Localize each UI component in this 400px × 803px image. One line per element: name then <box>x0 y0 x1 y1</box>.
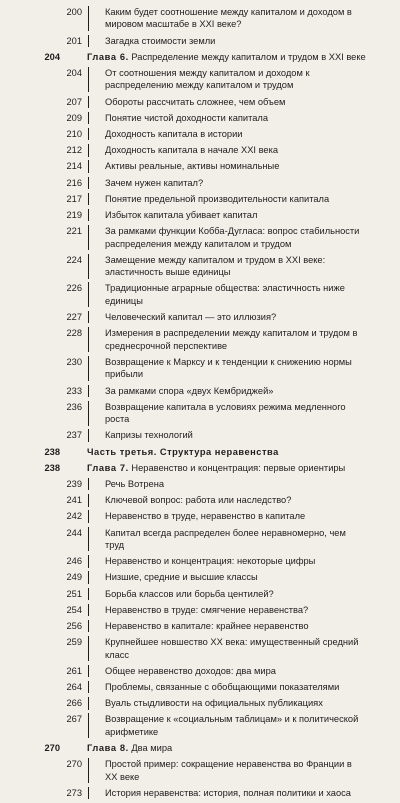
toc-chapter <box>0 462 400 474</box>
toc-entry <box>0 401 400 426</box>
toc-entry <box>0 67 400 92</box>
entry-title: Понятие предельной производительности капитала <box>88 193 400 205</box>
page-number: 219 <box>66 210 82 221</box>
entry-title <box>72 742 400 754</box>
page-number: 226 <box>66 283 82 294</box>
toc-entry <box>0 144 400 156</box>
page-number: 204 <box>66 68 82 79</box>
entry-title: Неравенство в труде, неравенство в капитале <box>88 510 400 522</box>
page-number: 228 <box>66 328 82 339</box>
entry-title: Борьба классов или борьба центилей? <box>88 588 400 600</box>
toc-entry <box>0 697 400 709</box>
page-number: 264 <box>66 681 82 692</box>
page-number: 216 <box>66 177 82 188</box>
page-number: 230 <box>66 356 82 367</box>
toc-part <box>0 446 400 458</box>
page-number: 227 <box>66 312 82 323</box>
chapter-label: Глава 8. <box>87 742 129 753</box>
page-number: 236 <box>66 401 82 412</box>
entry-title: Традиционные аграрные общества: эластичность ниже единицы <box>88 282 400 307</box>
chapter-title: Два мира <box>131 742 173 753</box>
toc-entry <box>0 494 400 506</box>
page-number: 210 <box>66 129 82 140</box>
entry-title: От соотношения между капиталом и доходом к распределению между капиталом и трудом <box>88 67 400 92</box>
page-number: 246 <box>66 556 82 567</box>
toc-entry <box>0 327 400 352</box>
toc-entry <box>0 571 400 583</box>
entry-title: Избыток капитала убивает капитал <box>88 209 400 221</box>
toc-entry <box>0 555 400 567</box>
toc-entry <box>0 604 400 616</box>
table-of-contents <box>0 6 400 803</box>
entry-title: Измерения в распределении между капиталом и трудом в среднесрочной перспективе <box>88 327 400 352</box>
page-number: 239 <box>66 478 82 489</box>
entry-title: Капитал всегда распределен более неравномерно, чем труд <box>88 527 400 552</box>
toc-entry <box>0 385 400 397</box>
page-number: 241 <box>66 495 82 506</box>
entry-title: Доходность капитала в начале XXI века <box>88 144 400 156</box>
entry-title: За рамками функции Кобба-Дугласа: вопрос стабильности распределения между капиталом и трудом <box>88 225 400 250</box>
toc-entry <box>0 254 400 279</box>
page-number: 270 <box>66 759 82 770</box>
toc-entry <box>0 160 400 172</box>
toc-entry <box>0 96 400 108</box>
page-number: 249 <box>66 572 82 583</box>
toc-entry <box>0 177 400 189</box>
entry-title: Зачем нужен капитал? <box>88 177 400 189</box>
toc-entry <box>0 478 400 490</box>
page-number: 233 <box>66 385 82 396</box>
toc-chapter <box>0 742 400 754</box>
entry-title: Понятие чистой доходности капитала <box>88 112 400 124</box>
page-number: 256 <box>66 620 82 631</box>
toc-entry <box>0 356 400 381</box>
entry-title: Неравенство и концентрация: некоторые цифры <box>88 555 400 567</box>
page-number: 204 <box>44 51 60 62</box>
entry-title: Замещение между капиталом и трудом в XXI веке: эластичность выше единицы <box>88 254 400 279</box>
entry-title: Речь Вотрена <box>88 478 400 490</box>
page-number: 237 <box>66 430 82 441</box>
page-number: 217 <box>66 193 82 204</box>
entry-title: Часть третья. Структура неравенства <box>87 446 279 457</box>
toc-entry <box>0 620 400 632</box>
toc-entry <box>0 758 400 783</box>
entry-title: Загадка стоимости земли <box>88 35 400 47</box>
toc-entry <box>0 588 400 600</box>
toc-entry <box>0 6 400 31</box>
entry-title <box>72 51 400 63</box>
page-number: 214 <box>66 161 82 172</box>
page-number: 270 <box>44 742 60 753</box>
page-number: 259 <box>66 637 82 648</box>
entry-title: Общее неравенство доходов: два мира <box>88 665 400 677</box>
page-number: 207 <box>66 96 82 107</box>
entry-title: Ключевой вопрос: работа или наследство? <box>88 494 400 506</box>
page-number: 251 <box>66 588 82 599</box>
page-number: 201 <box>66 35 82 46</box>
toc-entry <box>0 787 400 799</box>
page-number: 209 <box>66 112 82 123</box>
toc-entry <box>0 665 400 677</box>
entry-title: Возвращение капитала в условиях режима медленного роста <box>88 401 400 426</box>
page-number: 238 <box>44 462 60 473</box>
toc-entry <box>0 636 400 661</box>
toc-entry <box>0 209 400 221</box>
toc-entry <box>0 311 400 323</box>
entry-title: Проблемы, связанные с обобщающими показателями <box>88 681 400 693</box>
entry-title: Доходность капитала в истории <box>88 128 400 140</box>
entry-title: История неравенства: история, полная политики и хаоса <box>88 787 400 799</box>
entry-title: Возвращение к «социальным таблицам» и к политической арифметике <box>88 713 400 738</box>
page-number: 261 <box>66 665 82 676</box>
entry-title: Человеческий капитал — это иллюзия? <box>88 311 400 323</box>
toc-entry <box>0 128 400 140</box>
page-number: 238 <box>44 446 60 457</box>
entry-title: Неравенство в капитале: крайнее неравенство <box>88 620 400 632</box>
chapter-label: Глава 6. <box>87 51 129 62</box>
toc-entry <box>0 112 400 124</box>
toc-entry <box>0 35 400 47</box>
toc-entry <box>0 225 400 250</box>
entry-title: Низшие, средние и высшие классы <box>88 571 400 583</box>
page-number: 224 <box>66 254 82 265</box>
entry-title: Крупнейшее новшество XX века: имущественный средний класс <box>88 636 400 661</box>
page-number: 267 <box>66 714 82 725</box>
entry-title: Капризы технологий <box>88 429 400 441</box>
entry-title: Вуаль стыдливости на официальных публикациях <box>88 697 400 709</box>
page-number: 200 <box>66 7 82 17</box>
entry-title: Обороты рассчитать сложнее, чем объем <box>88 96 400 108</box>
toc-entry <box>0 681 400 693</box>
chapter-label: Глава 7. <box>87 462 129 473</box>
chapter-title: Распределение между капиталом и трудом в XXI веке <box>131 51 366 62</box>
entry-title: Простой пример: сокращение неравенства во Франции в XX веке <box>88 758 400 783</box>
entry-title: Каким будет соотношение между капиталом и доходом в мировом масштабе в XXI веке? <box>88 6 400 31</box>
page-number: 266 <box>66 698 82 709</box>
entry-title: Возвращение к Марксу и к тенденции к снижению нормы прибыли <box>88 356 400 381</box>
toc-entry <box>0 510 400 522</box>
toc-entry <box>0 282 400 307</box>
page-number: 244 <box>66 527 82 538</box>
entry-title: Активы реальные, активы номинальные <box>88 160 400 172</box>
page-number: 221 <box>66 226 82 237</box>
entry-title: Неравенство в труде: смягчение неравенства? <box>88 604 400 616</box>
toc-chapter <box>0 51 400 63</box>
toc-entry <box>0 713 400 738</box>
page-number: 254 <box>66 604 82 615</box>
page-number: 242 <box>66 511 82 522</box>
entry-title <box>72 462 400 474</box>
page-number: 212 <box>66 145 82 156</box>
page-number: 273 <box>66 787 82 798</box>
toc-entry <box>0 193 400 205</box>
chapter-title: Неравенство и концентрация: первые ориентиры <box>131 462 346 473</box>
entry-title: За рамками спора «двух Кембриджей» <box>88 385 400 397</box>
toc-entry <box>0 429 400 441</box>
toc-entry <box>0 527 400 552</box>
